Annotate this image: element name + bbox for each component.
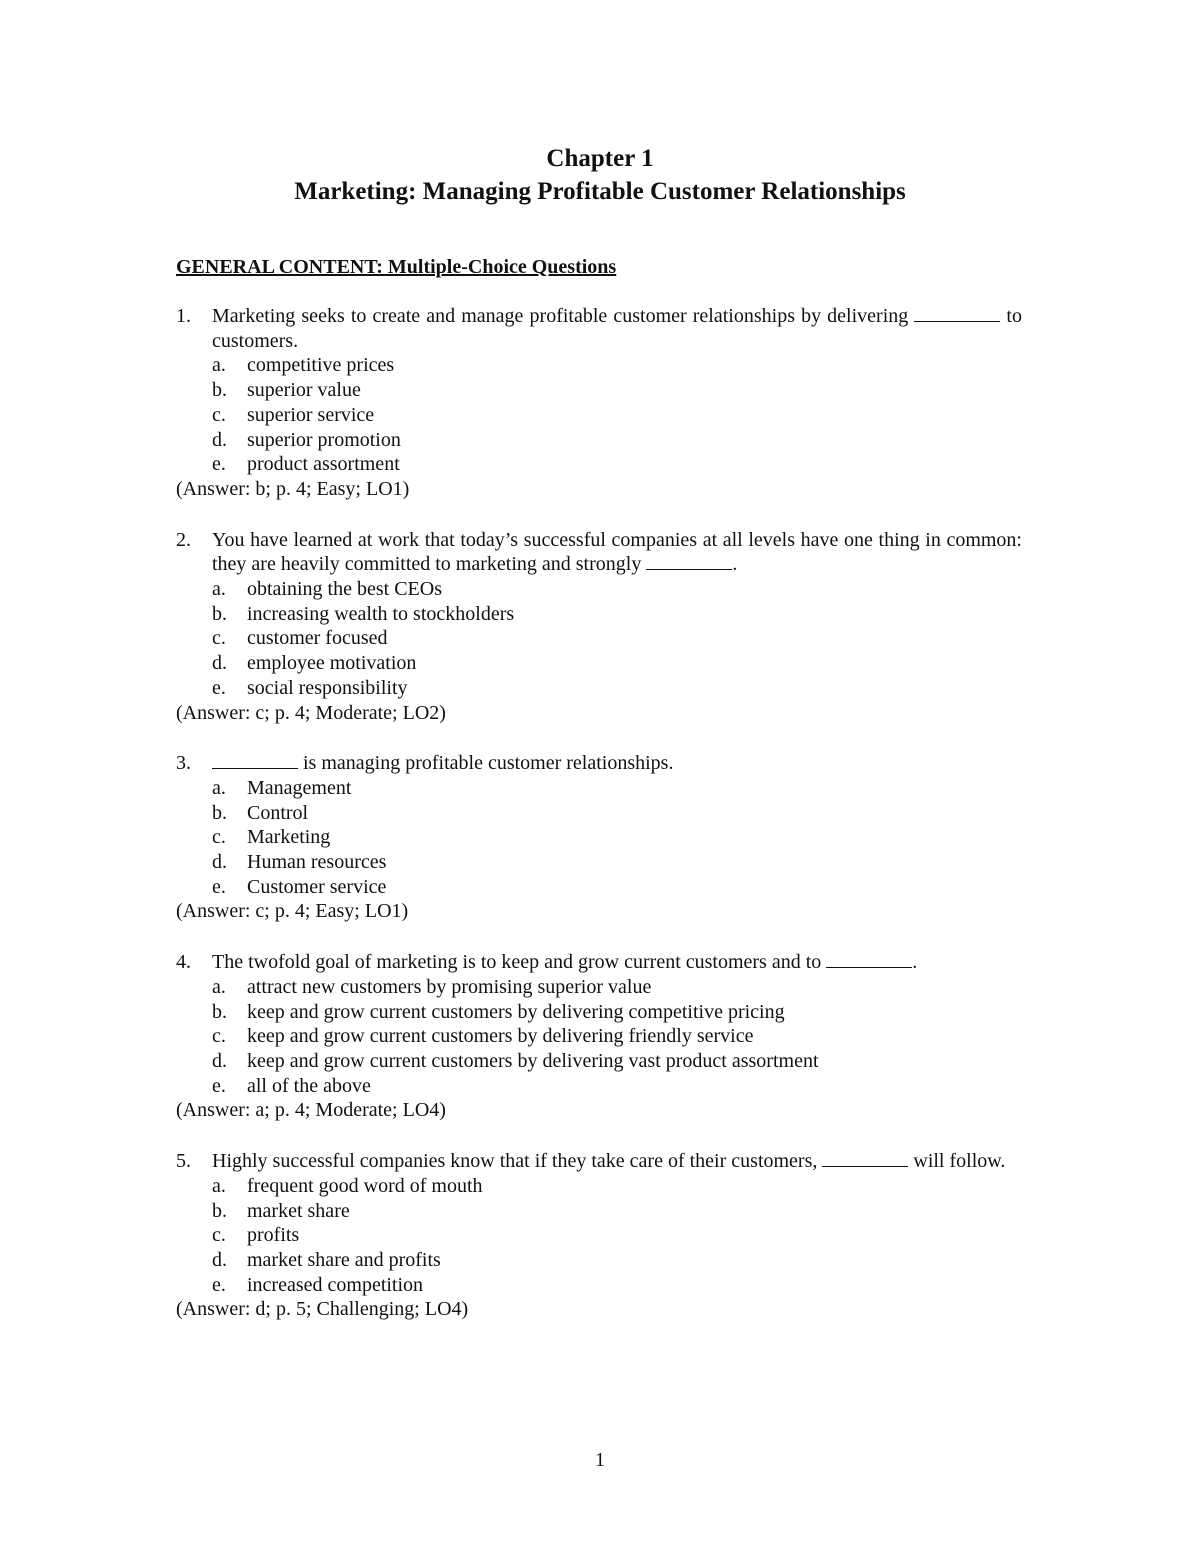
option-b: b. superior value bbox=[212, 379, 361, 402]
option-e: e. Customer service bbox=[212, 875, 387, 898]
question-4 bbox=[176, 950, 1022, 1123]
option-d: d. keep and grow current customers by delivering vast product assortment bbox=[212, 1049, 819, 1072]
question-number: 2. bbox=[176, 528, 191, 551]
question-number: 4. bbox=[176, 951, 191, 974]
option-d: d. superior promotion bbox=[212, 428, 401, 451]
option-c: c. customer focused bbox=[212, 627, 388, 650]
option-a: a. attract new customers by promising superior value bbox=[212, 975, 652, 998]
question-list bbox=[176, 304, 1022, 1348]
page-number: 1 bbox=[595, 1449, 605, 1471]
answer-blank bbox=[826, 950, 912, 968]
question-number: 5. bbox=[176, 1150, 191, 1173]
answer-key: (Answer: c; p. 4; Easy; LO1) bbox=[176, 900, 409, 923]
option-b: b. Control bbox=[212, 801, 309, 824]
question-stem: Highly successful companies know that if they take care of their customers, will follow. bbox=[212, 1150, 1006, 1173]
answer-key: (Answer: d; p. 5; Challenging; LO4) bbox=[176, 1298, 469, 1321]
option-a: a. competitive prices bbox=[212, 354, 395, 377]
answer-blank bbox=[212, 751, 298, 769]
option-list bbox=[176, 353, 1022, 477]
answer-key: (Answer: c; p. 4; Moderate; LO2) bbox=[176, 701, 446, 724]
answer-blank bbox=[646, 552, 732, 570]
question-stem: You have learned at work that today’s successful companies at all levels have one thing in common: they are heavily committed to marketing and strongly . bbox=[212, 528, 1022, 576]
answer-blank bbox=[822, 1149, 908, 1167]
question-3 bbox=[176, 751, 1022, 924]
option-d: d. market share and profits bbox=[212, 1248, 441, 1271]
option-d: d. Human resources bbox=[212, 851, 387, 874]
option-d: d. employee motivation bbox=[212, 652, 417, 675]
option-a: a. frequent good word of mouth bbox=[212, 1174, 483, 1197]
option-e: e. increased competition bbox=[212, 1273, 424, 1296]
option-b: b. keep and grow current customers by delivering competitive pricing bbox=[212, 1000, 785, 1023]
question-stem: Marketing seeks to create and manage profitable customer relationships by delivering to customers. bbox=[212, 305, 1022, 352]
question-2 bbox=[176, 528, 1022, 726]
option-e: e. product assortment bbox=[212, 453, 400, 476]
answer-key: (Answer: b; p. 4; Easy; LO1) bbox=[176, 477, 410, 500]
answer-key: (Answer: a; p. 4; Moderate; LO4) bbox=[176, 1099, 446, 1122]
chapter-number: Chapter 1 bbox=[546, 145, 654, 172]
option-c: c. superior service bbox=[212, 403, 375, 426]
chapter-title: Marketing: Managing Profitable Customer Relationships bbox=[294, 178, 906, 205]
option-b: b. increasing wealth to stockholders bbox=[212, 602, 515, 625]
question-number: 3. bbox=[176, 752, 191, 775]
question-stem: The twofold goal of marketing is to keep and grow current customers and to . bbox=[212, 951, 918, 974]
option-list bbox=[176, 975, 1022, 1099]
question-1 bbox=[176, 304, 1022, 502]
option-list bbox=[176, 1174, 1022, 1298]
question-stem: is managing profitable customer relationships. bbox=[212, 751, 1022, 776]
option-c: c. profits bbox=[212, 1224, 300, 1247]
option-list bbox=[176, 577, 1022, 701]
question-5 bbox=[176, 1149, 1022, 1322]
question-number: 1. bbox=[176, 305, 191, 327]
option-b: b. market share bbox=[212, 1199, 350, 1222]
option-e: e. social responsibility bbox=[212, 676, 408, 699]
option-a: a. Management bbox=[212, 776, 352, 799]
option-a: a. obtaining the best CEOs bbox=[212, 578, 442, 601]
option-list bbox=[176, 776, 1022, 900]
option-c: c. Marketing bbox=[212, 826, 331, 849]
section-heading: GENERAL CONTENT: Multiple-Choice Questions bbox=[176, 256, 617, 278]
option-c: c. keep and grow current customers by delivering friendly service bbox=[212, 1025, 754, 1048]
option-e: e. all of the above bbox=[212, 1074, 371, 1097]
answer-blank bbox=[914, 304, 1000, 322]
